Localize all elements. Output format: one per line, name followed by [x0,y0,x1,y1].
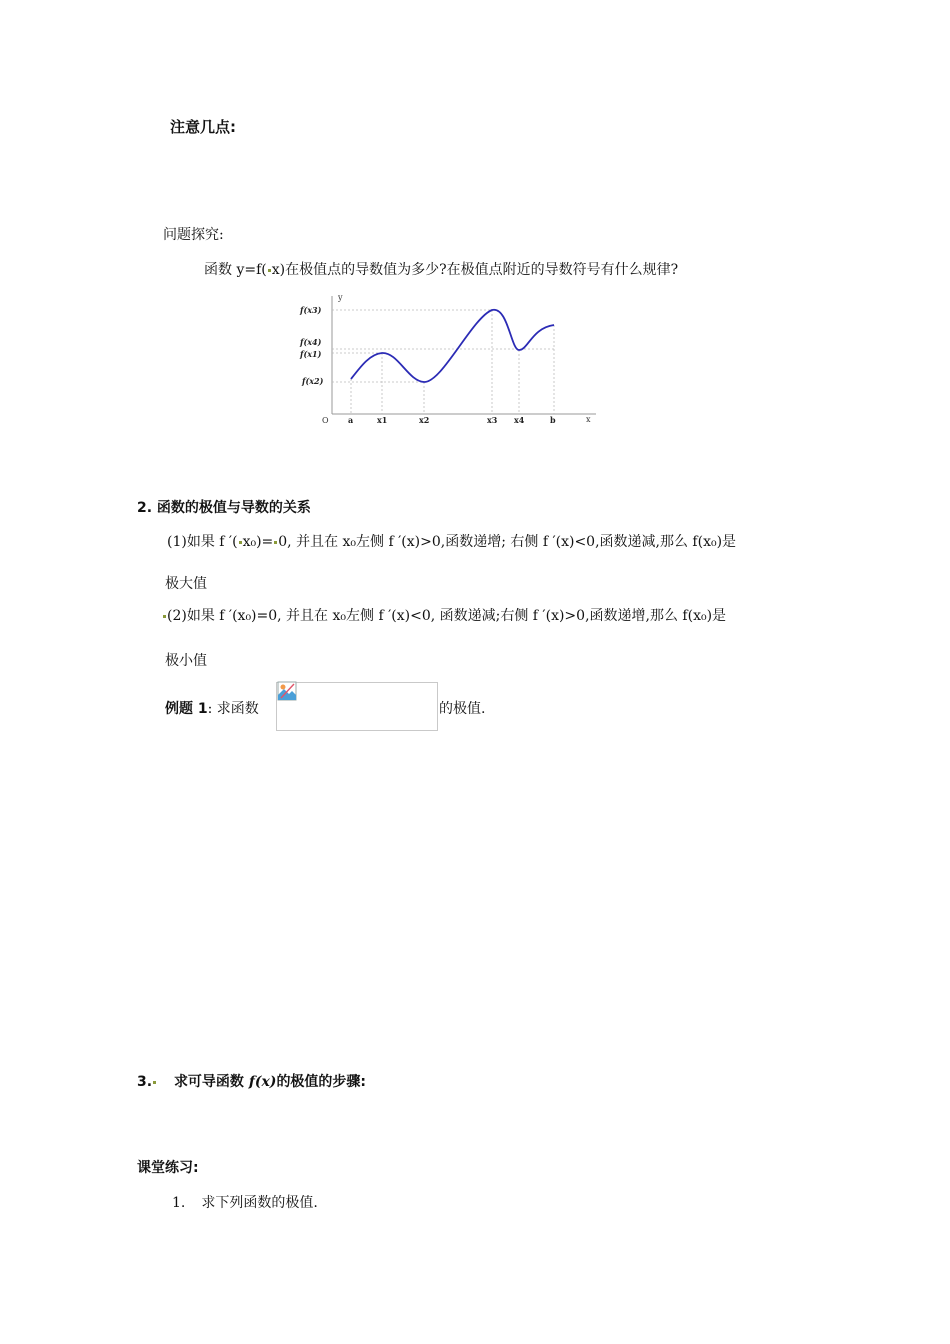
practice-item-1-text: 求下列函数的极值. [201,1195,318,1211]
example1-line [165,698,259,718]
x-tick-x3: x3 [487,415,498,425]
section3-text-a: 求可导函数 [173,1074,249,1090]
y-tick-labels [299,305,324,386]
section3-fx: f(x) [248,1074,277,1090]
rule1-line [167,531,736,551]
x-tick-a: a [348,415,354,425]
formula-image-placeholder [276,682,438,731]
rule1-part-a: (1)如果 f ′( [167,534,238,550]
y-tick-fx2: f(x2) [302,376,324,386]
example1-label: 例题 1 [165,701,208,717]
example1-end: 的极值. [439,701,486,717]
section3-heading [137,1071,366,1091]
question-text-b: x)在极值点的导数值为多少?在极值点附近的导数符号有什么规律? [271,262,679,278]
rule1-part-b: x₀)= [242,534,274,550]
x-tick-x2: x2 [419,415,430,425]
note-heading: 注意几点: [170,118,236,136]
marker-dot [163,615,166,618]
practice-item-1 [172,1192,318,1212]
section2-heading: 2. 函数的极值与导数的关系 [137,500,311,516]
y-tick-fx3: f(x3) [300,305,322,315]
practice-item-1-num: 1. [172,1195,186,1211]
question-text [204,259,678,279]
marker-dot [153,1081,156,1084]
x-tick-labels [348,415,556,425]
rule1-part-c: 0, 并且在 x₀左侧 f ′(x)>0,函数递增; 右侧 f ′(x)<0,函数递减,那么 f(x₀)是 [278,534,737,550]
extremum-figure [296,290,606,430]
question-text-a: 函数 y=f( [204,262,267,278]
rule2-end: 极小值 [165,653,207,669]
y-tick-fx4: f(x4) [300,337,322,347]
section3-num: 3. [137,1074,153,1090]
function-curve [351,310,554,382]
x-axis-label: x [586,415,591,424]
rule1-end: 极大值 [165,576,207,592]
question-heading: 问题探究: [163,227,224,243]
marker-dot [239,541,242,544]
example1-text: : 求函数 [207,701,259,717]
y-tick-fx1: f(x1) [300,349,322,359]
y-axis-label: y [338,293,343,302]
practice-heading: 课堂练习: [137,1160,199,1176]
origin-label: O [322,416,329,425]
broken-image-icon [277,681,297,701]
x-tick-x1: x1 [377,415,388,425]
marker-dot [274,541,277,544]
rule2-text: (2)如果 f ′(x₀)=0, 并且在 x₀左侧 f ′(x)<0, 函数递减;右侧 f ′(x)>0,函数递增,那么 f(x₀)是 [167,608,727,624]
section3-text-b: 的极值的步骤: [276,1074,367,1090]
x-tick-x4: x4 [514,415,525,425]
rule2-line [162,605,726,625]
x-tick-b: b [550,415,556,425]
marker-dot [268,269,271,272]
